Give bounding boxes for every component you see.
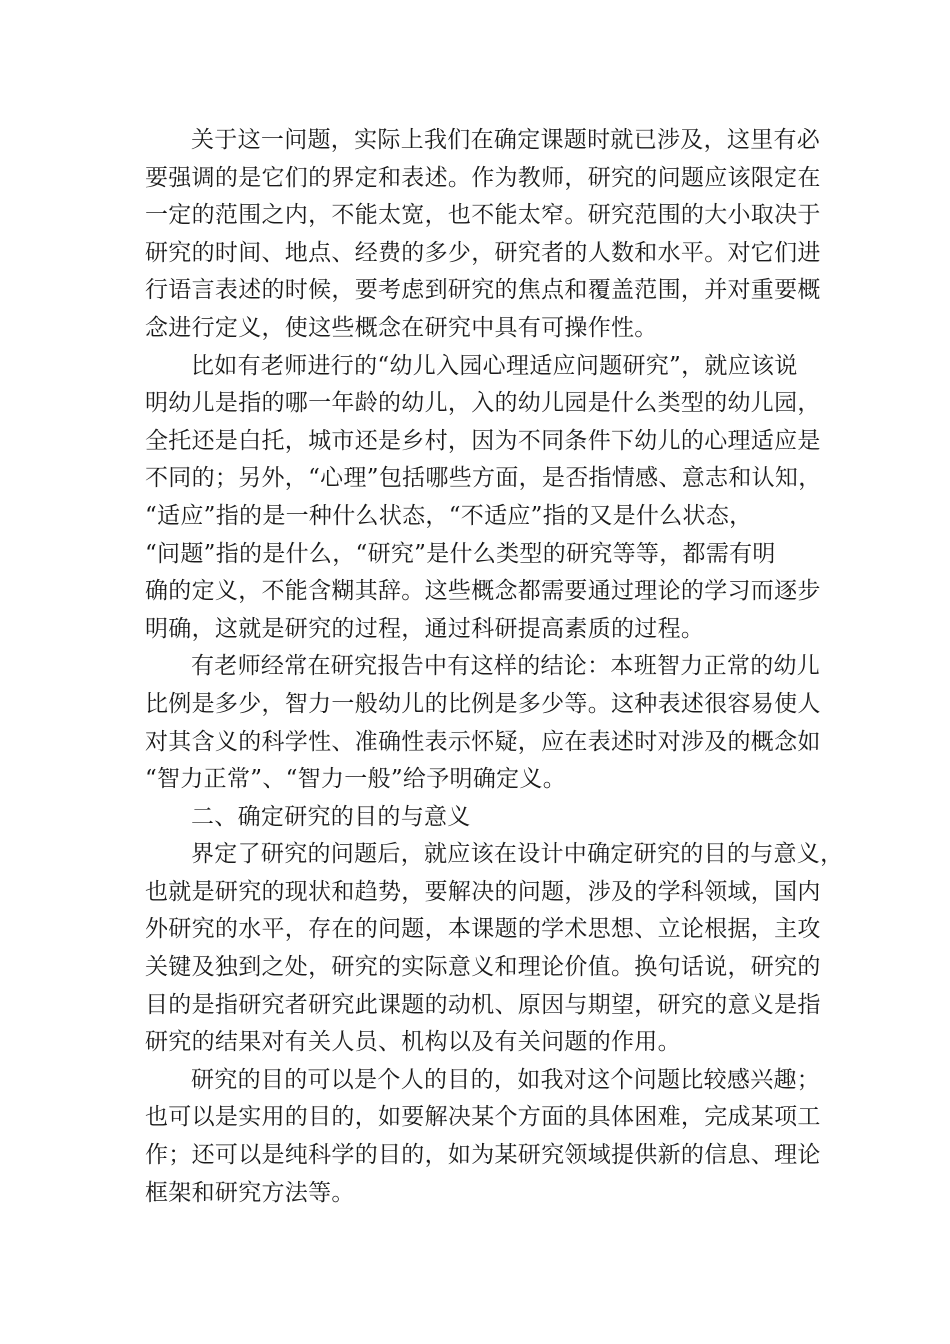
text-line: 要强调的是它们的界定和表述。作为教师，研究的问题应该限定在 [145,164,821,191]
section-heading-text: 二、确定研究的目的与意义 [191,803,471,830]
text-line: 明确，这就是研究的过程，通过科研提高素质的过程。 [145,615,705,642]
text-line: 研究的时间、地点、经费的多少，研究者的人数和水平。对它们进 [145,239,821,266]
text-line: “问题”指的是什么，“研究”是什么类型的研究等等，都需有明 [145,540,776,567]
text-line: 比例是多少，智力一般幼儿的比例是多少等。这种表述很容易使人 [145,690,821,717]
text-line: 界定了研究的问题后，就应该在设计中确定研究的目的与意义， [191,841,844,868]
paragraph-example-kindergarten [145,348,822,649]
paragraph-purpose-significance [145,836,844,1062]
text-line: 有老师经常在研究报告中有这样的结论：本班智力正常的幼儿 [191,653,821,680]
text-line: 全托还是白托，城市还是乡村，因为不同条件下幼儿的心理适应是 [145,427,821,454]
text-line: 关于这一问题，实际上我们在确定课题时就已涉及，这里有必 [191,127,821,153]
text-line: 框架和研究方法等。 [145,1179,355,1206]
text-line: 研究的目的可以是个人的目的，如我对这个问题比较感兴趣； [191,1066,821,1093]
section-heading [145,799,805,837]
text-line: 外研究的水平，存在的问题，本课题的学术思想、立论根据，主攻 [145,916,821,943]
text-line: 研究的结果对有关人员、机构以及有关问题的作用。 [145,1029,681,1056]
paragraph-example-intelligence [145,648,821,798]
text-line: 比如有老师进行的“幼儿入园心理适应问题研究”，就应该说 [191,352,798,379]
text-line: 一定的范围之内，不能太宽，也不能太窄。研究范围的大小取决于 [145,202,821,229]
paragraph-purpose-types [145,1062,821,1212]
text-line: 关键及独到之处，研究的实际意义和理论价值。换句话说，研究的 [145,954,821,981]
text-line: “适应”指的是一种什么状态，“不适应”指的又是什么状态， [145,502,753,529]
text-line: 确的定义，不能含糊其辞。这些概念都需要通过理论的学习而逐步 [145,578,821,605]
text-line: 不同的；另外，“心理”包括哪些方面，是否指情感、意志和认知， [145,465,822,492]
text-line: 念进行定义，使这些概念在研究中具有可操作性。 [145,314,658,341]
text-line: 对其含义的科学性、准确性表示怀疑，应在表述时对涉及的概念如 [145,728,821,755]
text-line: 也就是研究的现状和趋势，要解决的问题，涉及的学科领域，国内 [145,878,821,905]
paragraph-definition-scope [145,122,821,348]
text-line: “智力正常”、“智力一般”给予明确定义。 [145,766,567,793]
document-body [145,122,844,1212]
text-line: 行语言表述的时候，要考虑到研究的焦点和覆盖范围，并对重要概 [145,277,821,304]
text-line: 明幼儿是指的哪一年龄的幼儿，入的幼儿园是什么类型的幼儿园， [145,390,821,417]
text-line: 目的是指研究者研究此课题的动机、原因与期望，研究的意义是指 [145,991,821,1018]
text-line: 也可以是实用的目的，如要解决某个方面的具体困难，完成某项工 [145,1104,821,1131]
text-line: 作；还可以是纯科学的目的，如为某研究领域提供新的信息、理论 [145,1142,821,1169]
